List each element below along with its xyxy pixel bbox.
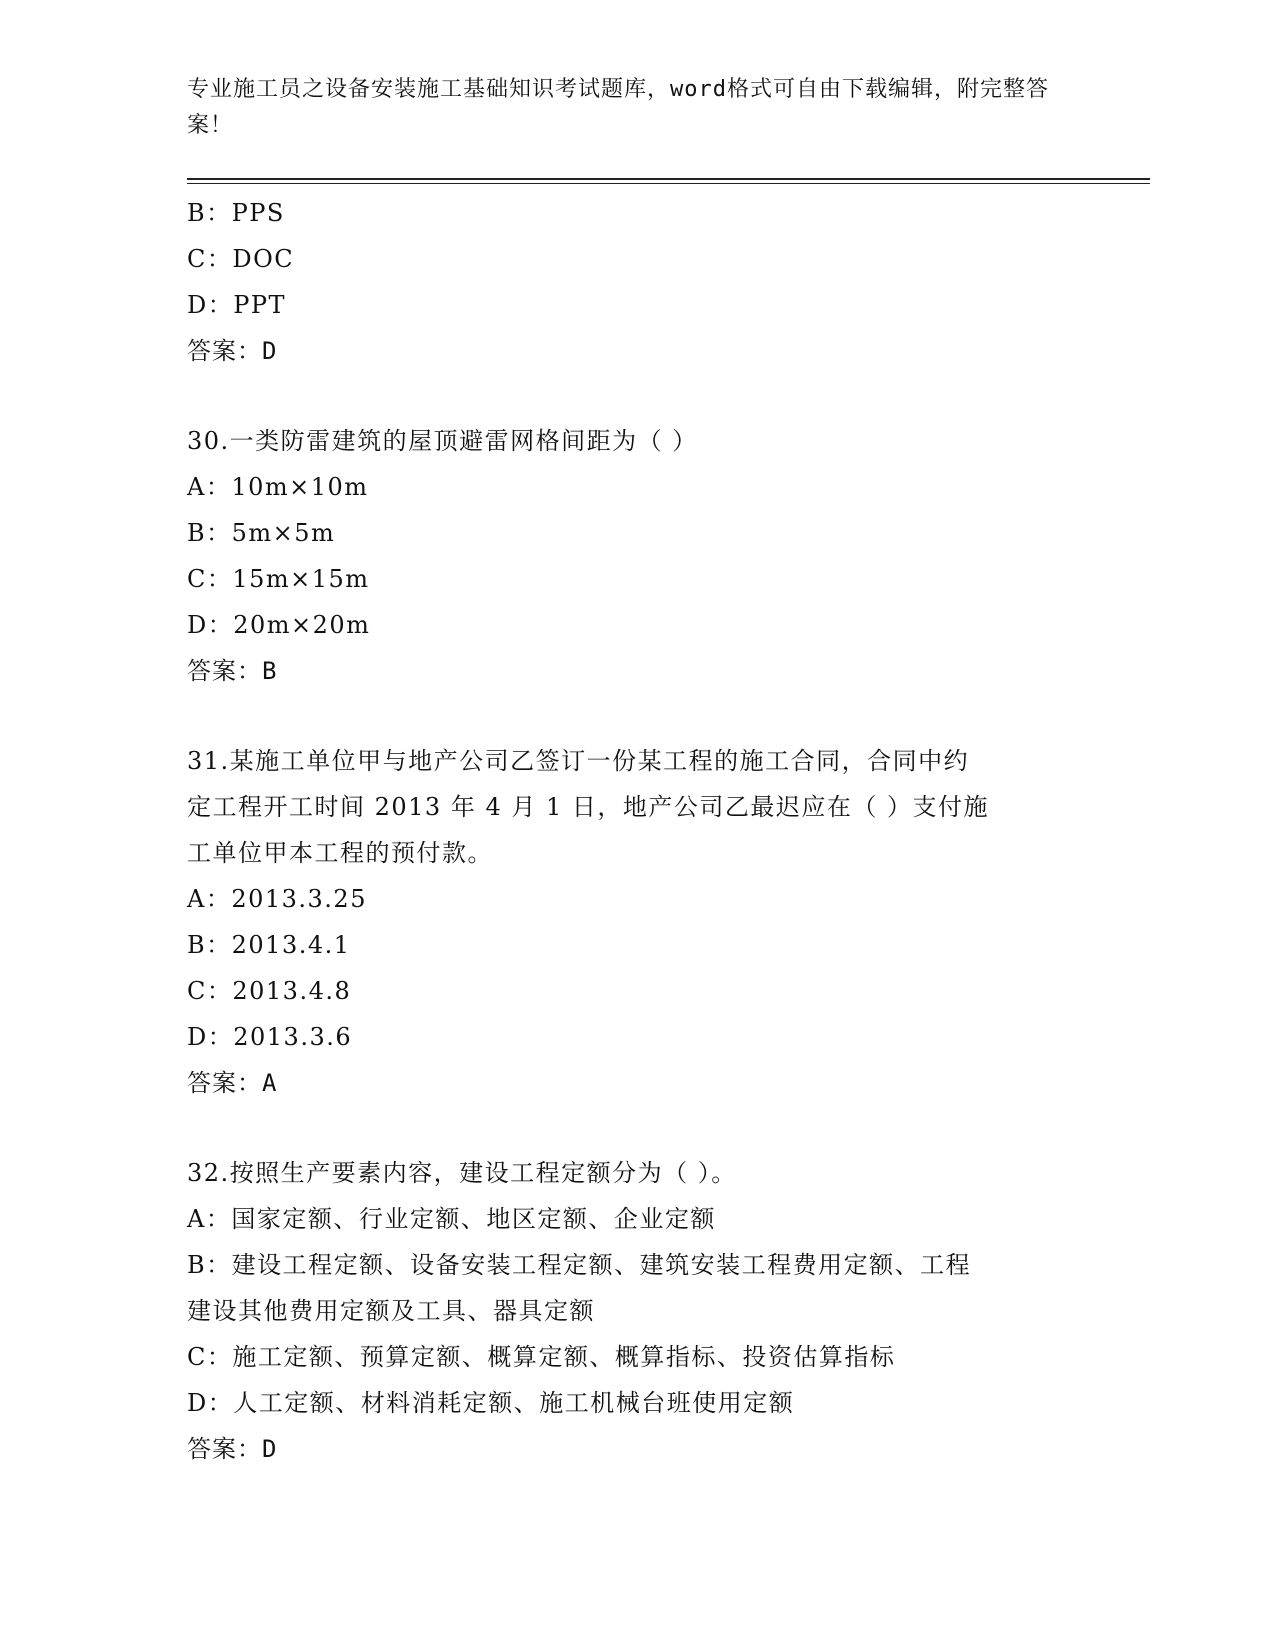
question-text-line: 定工程开工时间 2013 年 4 月 1 日，地产公司乙最迟应在（ ）支付施 xyxy=(187,793,990,821)
previous-question-tail xyxy=(187,190,1087,374)
option-d: D：2013.3.6 xyxy=(187,1023,353,1051)
option-b: B：PPS xyxy=(187,199,285,227)
answer-line: 答案：A xyxy=(187,1069,278,1097)
answer-line: 答案：D xyxy=(187,337,278,365)
option-a: A：10m×10m xyxy=(187,473,369,501)
question-text-line: 31.某施工单位甲与地产公司乙签订一份某工程的施工合同，合同中约 xyxy=(187,747,970,775)
spacer xyxy=(187,694,1087,738)
spacer xyxy=(187,1106,1087,1150)
question-text: 32.按照生产要素内容，建设工程定额分为（ ）。 xyxy=(187,1159,737,1187)
option-d: D：人工定额、材料消耗定额、施工机械台班使用定额 xyxy=(187,1389,795,1417)
option-c: C：施工定额、预算定额、概算定额、概算指标、投资估算指标 xyxy=(187,1343,896,1371)
answer-line: 答案：D xyxy=(187,1435,278,1463)
question-text: 30.一类防雷建筑的屋顶避雷网格间距为（ ） xyxy=(187,427,698,455)
question-content xyxy=(187,190,1087,1472)
option-c: C：DOC xyxy=(187,245,295,273)
option-b-line: 建设其他费用定额及工具、器具定额 xyxy=(187,1297,595,1325)
option-b-line: B：建设工程定额、设备安装工程定额、建筑安装工程费用定额、工程 xyxy=(187,1251,972,1279)
question-30 xyxy=(187,418,1087,694)
answer-line: 答案：B xyxy=(187,657,278,685)
question-32 xyxy=(187,1150,1087,1472)
header-divider-thin xyxy=(187,183,1150,184)
spacer xyxy=(187,374,1087,418)
option-a: A：2013.3.25 xyxy=(187,885,367,913)
header-divider-thick xyxy=(187,178,1150,180)
document-header: 专业施工员之设备安装施工基础知识考试题库，word格式可自由下载编辑，附完整答案！ xyxy=(187,77,1049,138)
option-a: A：国家定额、行业定额、地区定额、企业定额 xyxy=(187,1205,716,1233)
question-text-line: 工单位甲本工程的预付款。 xyxy=(187,839,493,867)
question-31 xyxy=(187,738,1087,1106)
option-b: B：5m×5m xyxy=(187,519,336,547)
option-d: D：PPT xyxy=(187,291,287,319)
option-c: C：15m×15m xyxy=(187,565,370,593)
option-d: D：20m×20m xyxy=(187,611,371,639)
option-c: C：2013.4.8 xyxy=(187,977,352,1005)
option-b: B：2013.4.1 xyxy=(187,931,351,959)
